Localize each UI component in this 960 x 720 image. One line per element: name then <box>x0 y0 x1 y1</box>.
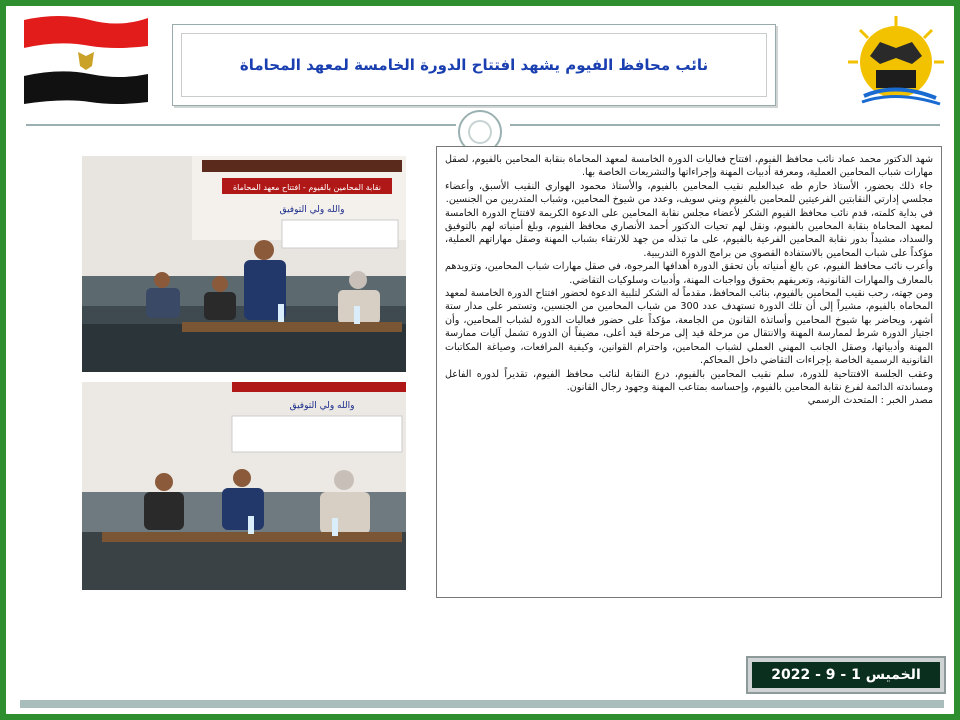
title-inner-frame <box>181 33 767 97</box>
article-paragraph: وأعرب نائب محافظ الفيوم، عن بالغ أمنياته بأن تحقق الدورة أهدافها المرجوة، في صقل مهارات شباب المحامين، وتزويدهم بالمعارف والمهارات القانونية، وتعريفهم بحقوق وواجبات المهنة، وأدبيات وسلوكيات التقاضي. <box>445 261 933 286</box>
article-paragraph: وعقب الجلسة الافتتاحية للدورة، سلم نقيب المحامين بالفيوم، درع النقابة لنائب محافظ الفيوم، تقديراً لدوره الفاعل ومساندته الدائمة لفرع نقابة المحامين بالفيوم، وإحساسه بمتاعب المهنة وجهود رجال القانون. <box>445 368 933 393</box>
event-photo-2-drawing <box>82 382 406 590</box>
article-source: مصدر الخبر : المتحدث الرسمي <box>807 395 933 407</box>
egypt-flag-icon <box>20 12 152 108</box>
event-photo-2 <box>82 382 406 590</box>
bottom-bar <box>20 700 944 708</box>
document-page <box>6 6 954 714</box>
date-box <box>746 656 946 694</box>
event-photo-1-drawing <box>82 156 406 372</box>
fayoum-logo-icon <box>840 12 952 112</box>
article-paragraph: جاء ذلك بحضور، الأستاذ حازم طه عبدالعليم نقيب المحامين بالفيوم، والأستاذ محمود الهواري النقيب الأسبق، وأعضاء مجلسي إدارتي النقابتين الفرعيتين للمحامين بالفيوم وبني سويف، وعدد من شيوخ المحامين، وشباب المتدربين من الجنسين. <box>445 180 933 206</box>
event-photo-1 <box>82 156 406 372</box>
photo-2-banner-text: والله ولي التوفيق <box>289 401 355 411</box>
photo-1-banner-text: نقابة المحامين بالفيوم - افتتاح معهد المحاماة <box>232 183 382 192</box>
divider-left <box>26 124 456 126</box>
article-paragraph: ومن جهته، رحب نقيب المحامين بالفيوم، بنائب المحافظ، مقدماً له الشكر لتلبية الدعوة لحضور افتتاح الدورة الخامسة لمعهد المحاماه بالفيوم، مشيراً إلى أن تلك الدورة تستهدف عدد 300 من شباب المحامين من الجنسين، وتستمر على مدار ستة أشهر، ويحاضر بها شيوخ المحامين وأساتذة القانون من الجامعة، مؤكداً على حضور فعاليات الدورة لشباب المحامين، وأن اجتياز الدورة شرط لممارسة المهنة والانتقال من مرحلة قيد إلى مرحلة قيد أعلى، مضيفاً أن الدورة تشمل آليات ممارسة المهنة وأدبياتها، وصقل الجانب المهني العملي لشباب المحامين، واحترام القوانين، وكيفية المرافعات، وصياغة المكاتبات القانونية الرسمية الخاصة بإجراءات التقاضي داخل المحاكم. <box>445 288 933 367</box>
article-paragraph: شهد الدكتور محمد عماد نائب محافظ الفيوم، افتتاح فعاليات الدورة الخامسة لمعهد المحاماة بنقابة المحامين بالفيوم، لصقل مهارات شباب المحامين العملية، ومعرفة أدبيات المهنة وإجراءاتها والتشريعات الخاصة بها. <box>445 154 933 179</box>
article-paragraph: في بداية كلمته، قدم نائب محافظ الفيوم الشكر لأعضاء مجلس نقابة المحامين على الدعوة الكريمة لافتتاح الدورة الخامسة لمعهد المحاماة بنقابة المحامين بالفيوم، ونقل لهم تحيات الدكتور أحمد الأنصاري محافظ الفيوم، وبلغ أمنياته لهم بالتوفيق والسداد، مشيداً بدور نقابة المحامين الفرعية بالفيوم، على ما تبذله من جهد للارتقاء بشباب المهنة وصقل مهاراتهم العملية، مؤكداً على شباب المحامين بالاستفادة القصوى من برامج الدورة التدريبية. <box>445 207 933 259</box>
article-body <box>436 146 942 598</box>
date-inner <box>752 662 940 688</box>
page-title: نائب محافظ الفيوم يشهد افتتاح الدورة الخامسة لمعهد المحاماة <box>239 56 709 74</box>
photo-1-banner-sub: والله ولي التوفيق <box>279 205 345 215</box>
publish-date: الخميس 1 - 9 - 2022 <box>771 667 921 683</box>
title-box <box>172 24 776 106</box>
divider-right <box>510 124 940 126</box>
